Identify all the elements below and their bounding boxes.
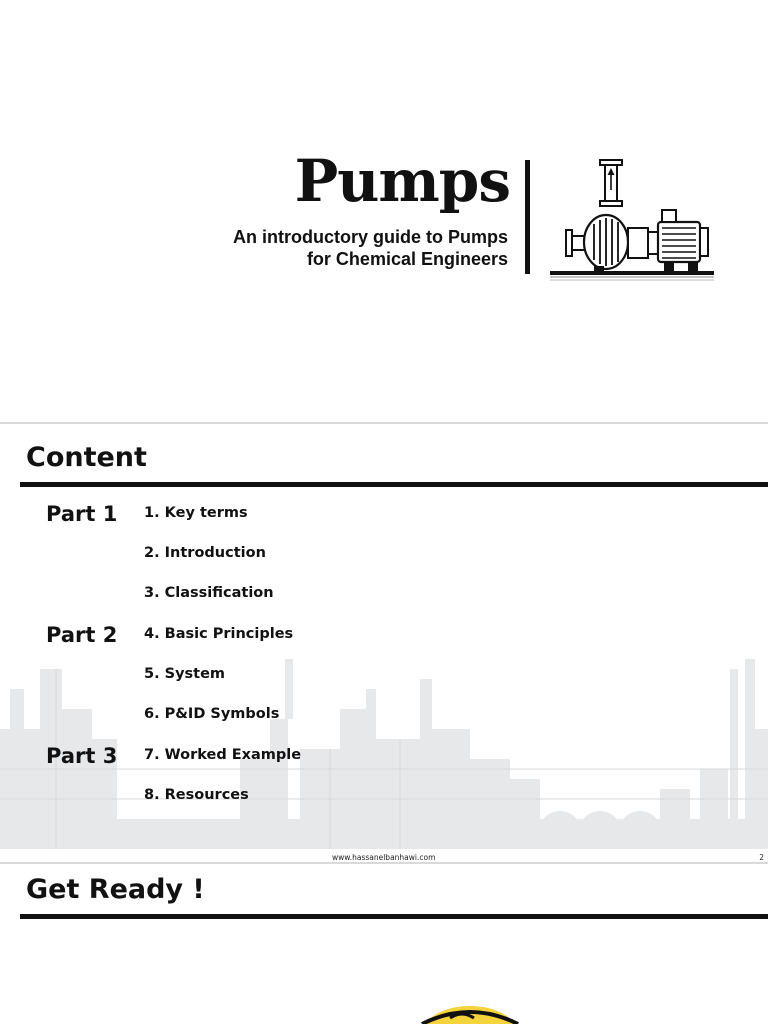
centrifugal-pump-illustration — [544, 158, 719, 283]
content-slide — [0, 424, 768, 864]
toc-item[interactable]: 1. Key terms — [144, 505, 248, 521]
part-label: Part 1 — [46, 502, 118, 526]
subtitle-line-1: An introductory guide to Pumps — [233, 227, 508, 247]
footer-url[interactable]: www.hassanelbanhawi.com — [332, 853, 436, 862]
toc-item[interactable]: 2. Introduction — [144, 545, 266, 561]
toc-item[interactable]: 8. Resources — [144, 787, 249, 803]
get-ready-slide — [0, 864, 768, 1024]
heading-rule — [20, 914, 768, 919]
toc-item[interactable]: 4. Basic Principles — [144, 626, 294, 642]
title-divider-bar — [525, 160, 530, 274]
toc-item[interactable]: 7. Worked Example — [144, 747, 302, 763]
toc-item[interactable]: 5. System — [144, 666, 226, 682]
emoji-graphic-partial — [410, 1004, 530, 1024]
toc-item[interactable]: 3. Classification — [144, 585, 274, 601]
page-number: 2 — [759, 853, 764, 862]
slide-heading: Get Ready ! — [26, 874, 205, 905]
heading-rule — [20, 482, 768, 487]
slide-subtitle — [233, 226, 508, 270]
subtitle-line-2: for Chemical Engineers — [306, 249, 508, 269]
part-label: Part 2 — [46, 623, 118, 647]
part-label: Part 3 — [46, 744, 118, 768]
toc-item[interactable]: 6. P&ID Symbols — [144, 706, 280, 722]
title-slide — [0, 0, 768, 424]
slide-heading: Content — [26, 442, 147, 473]
slide-title: Pumps — [294, 147, 510, 215]
